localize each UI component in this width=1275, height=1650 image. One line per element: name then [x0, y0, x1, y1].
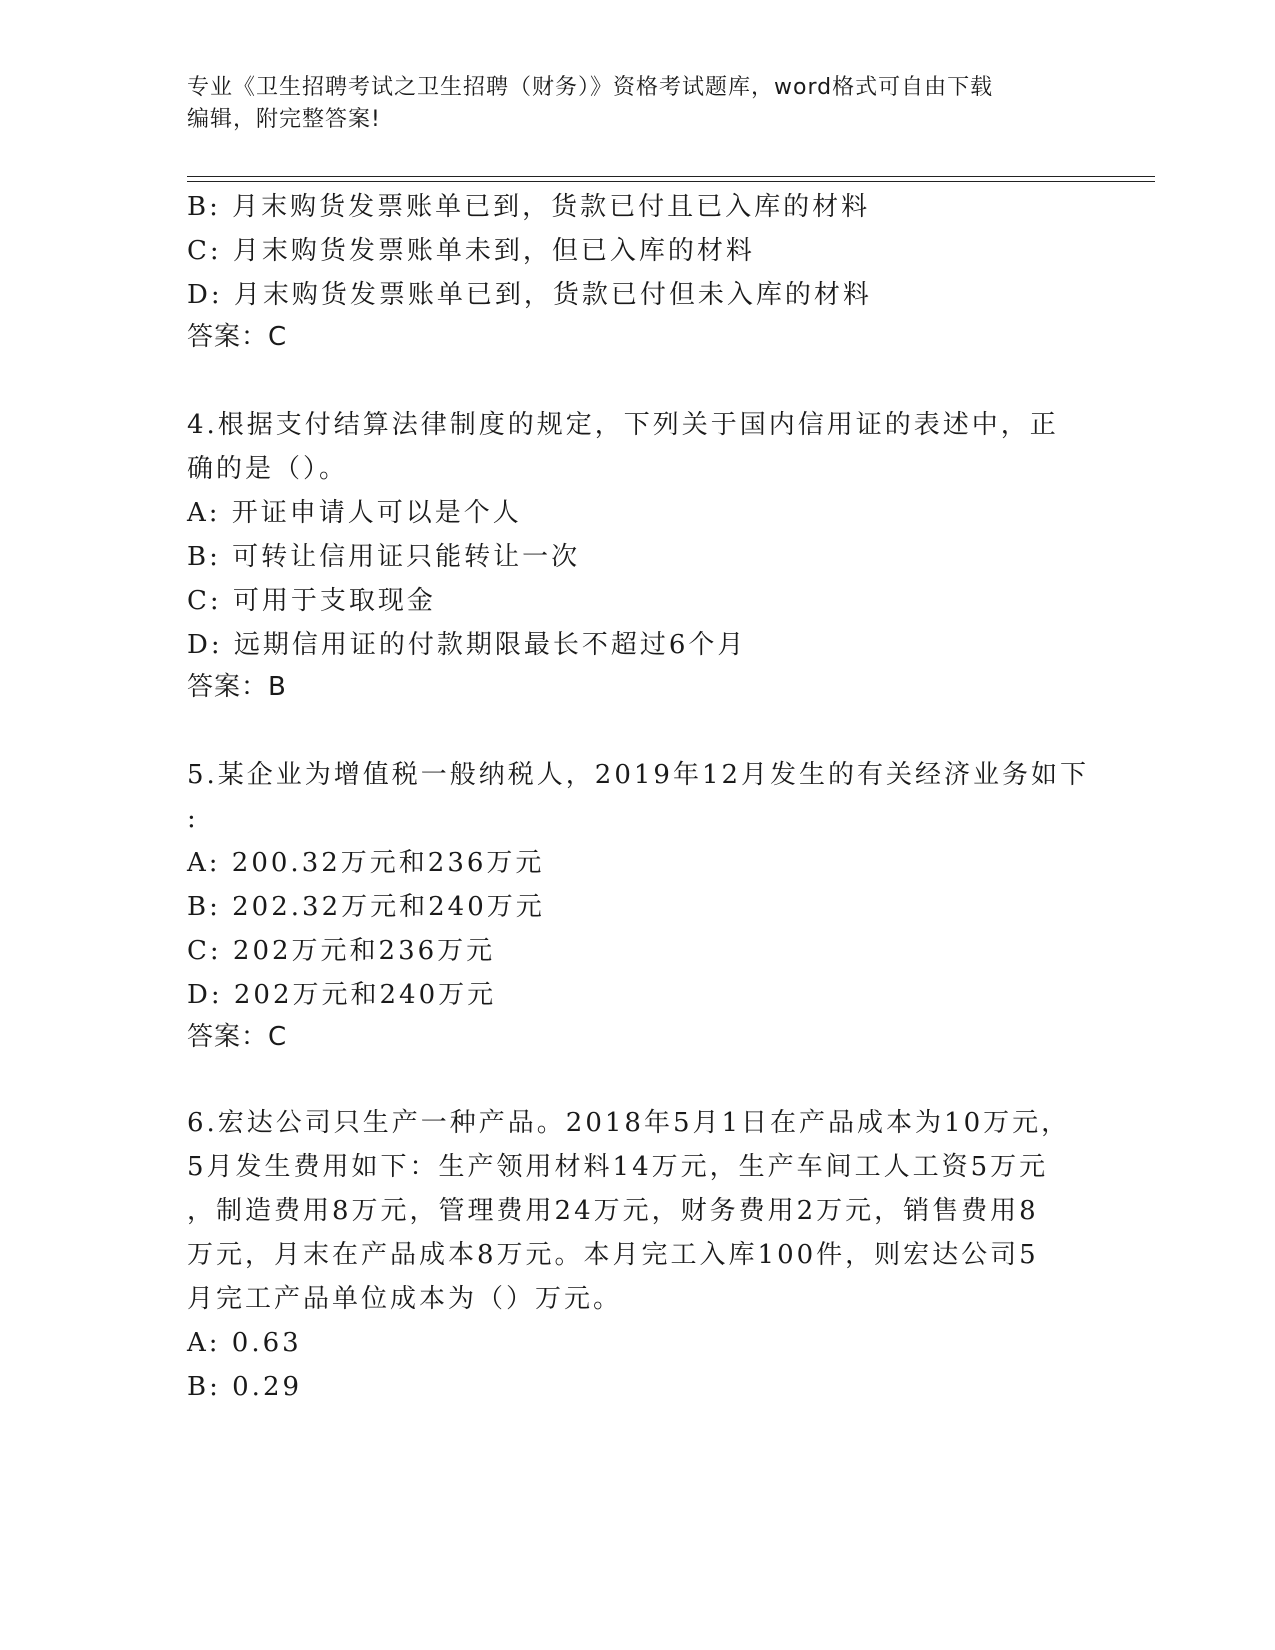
q5-option-c: C: 202万元和236万元 [187, 936, 496, 966]
q6-stem-line-5: 月完工产品单位成本为（）万元。 [187, 1284, 623, 1314]
q4-option-b: B: 可转让信用证只能转让一次 [187, 542, 581, 572]
document-header [187, 72, 1067, 136]
q4-option-d: D: 远期信用证的付款期限最长不超过6个月 [187, 630, 747, 660]
q6-option-a: A: 0.63 [187, 1328, 302, 1358]
header-line-1: 专业《卫生招聘考试之卫生招聘（财务）》资格考试题库，word格式可自由下载 [187, 75, 994, 100]
q6-stem-line-1: 6.宏达公司只生产一种产品。2018年5月1日在产品成本为10万元， [187, 1108, 1071, 1138]
q4-stem-line-1: 4.根据支付结算法律制度的规定，下列关于国内信用证的表述中，正 [187, 410, 1059, 440]
q5-answer: 答案：C [187, 1022, 288, 1052]
q3-answer: 答案：C [187, 322, 288, 352]
q3-option-c: C: 月末购货发票账单未到，但已入库的材料 [187, 236, 755, 266]
header-line-2: 编辑，附完整答案! [187, 107, 381, 132]
q5-option-d: D: 202万元和240万元 [187, 980, 497, 1010]
q4-option-a: A: 开证申请人可以是个人 [187, 498, 522, 528]
q6-stem-line-2: 5月发生费用如下：生产领用材料14万元，生产车间工人工资5万元 [187, 1152, 1049, 1182]
q5-stem-line-1: 5.某企业为增值税一般纳税人，2019年12月发生的有关经济业务如下 [187, 760, 1090, 790]
q4-option-c: C: 可用于支取现金 [187, 586, 436, 616]
q6-stem-line-4: 万元，月末在产品成本8万元。本月完工入库100件，则宏达公司5 [187, 1240, 1039, 1270]
q5-option-a: A: 200.32万元和236万元 [187, 848, 545, 878]
q3-option-d: D: 月末购货发票账单已到，货款已付但未入库的材料 [187, 280, 872, 310]
header-rule-bottom [187, 181, 1155, 182]
q5-stem-line-2: : [187, 804, 199, 834]
q4-stem-line-2: 确的是（）。 [187, 454, 349, 484]
q6-stem-line-3: ，制造费用8万元，管理费用24万元，财务费用2万元，销售费用8 [187, 1196, 1039, 1226]
q3-option-b: B: 月末购货发票账单已到，货款已付且已入库的材料 [187, 192, 871, 222]
header-rule-top [187, 176, 1155, 177]
q6-option-b: B: 0.29 [187, 1372, 303, 1402]
q5-option-b: B: 202.32万元和240万元 [187, 892, 545, 922]
q4-answer: 答案：B [187, 672, 287, 702]
